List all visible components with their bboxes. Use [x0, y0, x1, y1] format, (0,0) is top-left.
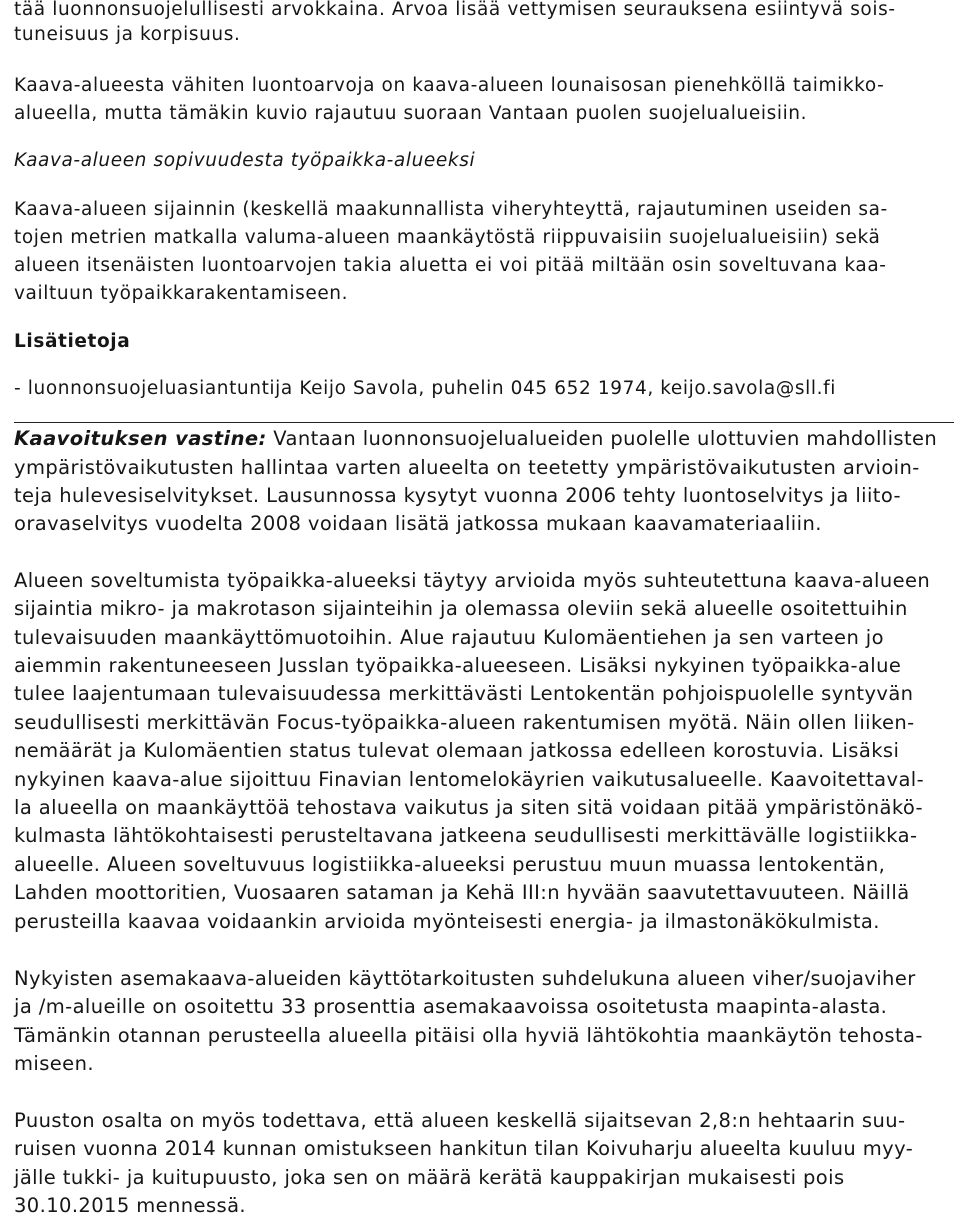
response-first-line	[14, 426, 937, 452]
text-line: la alueella on maankäyttöä tehostava vaikutus ja siten sitä voidaan pitää ympäristönäkö-	[14, 796, 923, 819]
text-line: tää luonnonsuojelullisesti arvokkaina. Arvoa lisää vettymisen seurauksena esiintyvä sois-	[14, 0, 896, 20]
text-line: 30.10.2015 mennessä.	[14, 1194, 247, 1217]
text-line: Kaava-alueen sijainnin (keskellä maakunnallista viheryhteyttä, rajautuminen useiden sa-	[14, 199, 888, 220]
text-line: Tämänkin otannan perusteella alueella pitäisi olla hyviä lähtökohtia maankäytön tehosta-	[14, 1024, 923, 1047]
text-line: jälle tukki- ja kuitupuusto, joka sen on määrä kerätä kauppakirjan mukaisesti pois	[14, 1166, 845, 1189]
text-line: alueella, mutta tämäkin kuvio rajautuu suoraan Vantaan puolen suojelualueisiin.	[14, 103, 808, 124]
text-line: Kaava-alueesta vähiten luontoarvoja on kaava-alueen lounaisosan pienehköllä taimikko-	[14, 75, 885, 96]
text-line: alueelle. Alueen soveltuvuus logistiikka-alueeksi perustuu muun muassa lentokentän,	[14, 853, 886, 876]
text-line: vailtuun työpaikkarakentamiseen.	[14, 283, 349, 304]
text-line: tuneisuus ja korpisuus.	[14, 24, 241, 45]
text-line: tulevaisuuden maankäyttömuotoihin. Alue rajautuu Kulomäentiehen ja sen varteen jo	[14, 626, 884, 649]
response-lead: Kaavoituksen vastine:	[14, 427, 267, 450]
section-heading: Kaava-alueen sopivuudesta työpaikka-alueeksi	[14, 150, 476, 171]
section-divider	[14, 422, 954, 423]
text-line: Alueen soveltumista työpaikka-alueeksi täytyy arvioida myös suhteutettuna kaava-alueen	[14, 569, 931, 592]
text-line: Nykyisten asemakaava-alueiden käyttötarkoitusten suhdelukuna alueen viher/suojaviher	[14, 967, 916, 990]
text-line: ja /m-alueille on osoitettu 33 prosenttia asemakaavoissa osoitetusta maapinta-alasta.	[14, 995, 888, 1018]
text-line: seudullisesti merkittävän Focus-työpaikka-alueen rakentumisen myötä. Näin ollen liiken-	[14, 711, 915, 734]
text-line: alueen itsenäisten luontoarvojen takia aluetta ei voi pitää miltään osin soveltuvana kaa-	[14, 255, 887, 276]
contact-line: - luonnonsuojeluasiantuntija Keijo Savola, puhelin 045 652 1974, keijo.savola@sll.fi	[14, 378, 836, 399]
text-line: tulee laajentumaan tulevaisuudessa merkittävästi Lentokentän pohjoispuolelle syntyvän	[14, 682, 914, 705]
text-line: nemäärät ja Kulomäentien status tulevat olemaan jatkossa edelleen korostuvia. Lisäksi	[14, 739, 900, 762]
text-line: Lahden moottoritien, Vuosaaren sataman ja Kehä III:n hyvään saavutettavuuteen. Näillä	[14, 881, 910, 904]
text-line: kulmasta lähtökohtaisesti perusteltavana jatkeena seudullisesti merkittävälle logistiikka-	[14, 824, 918, 847]
text-line: ympäristövaikutusten hallintaa varten alueelta on teetetty ympäristövaikutusten arvioin-	[14, 456, 920, 479]
text-line: miseen.	[14, 1052, 94, 1075]
text-line: nykyinen kaava-alue sijoittuu Finavian lentomelokäyrien vaikutusalueelle. Kaavoitettaval-	[14, 768, 925, 791]
info-heading: Lisätietoja	[14, 331, 131, 352]
text-line: teja hulevesiselvitykset. Lausunnossa kysytyt vuonna 2006 tehty luontoselvitys ja liito-	[14, 484, 901, 507]
text-line: sijaintia mikro- ja makrotason sijainteihin ja olemassa oleviin sekä alueelle osoitettuihin	[14, 597, 908, 620]
text-line: aiemmin rakentuneeseen Jusslan työpaikka-alueeseen. Lisäksi nykyinen työpaikka-alue	[14, 654, 902, 677]
text-line: perusteilla kaavaa voidaankin arvioida myönteisesti energia- ja ilmastonäkökulmista.	[14, 910, 880, 933]
text-line: tojen metrien matkalla valuma-alueen maankäytöstä riippuvaisiin suojelualueisiin) sekä	[14, 227, 881, 248]
text-line: ruisen vuonna 2014 kunnan omistukseen hankitun tilan Koivuharju alueelta kuuluu myy-	[14, 1137, 914, 1160]
text-line: oravaselvitys vuodelta 2008 voidaan lisätä jatkossa mukaan kaavamateriaaliin.	[14, 512, 822, 535]
text-line: Puuston osalta on myös todettava, että alueen keskellä sijaitsevan 2,8:n hehtaarin suu-	[14, 1109, 906, 1132]
text-span: Vantaan luonnonsuojelualueiden puolelle ulottuvien mahdollisten	[266, 427, 938, 450]
